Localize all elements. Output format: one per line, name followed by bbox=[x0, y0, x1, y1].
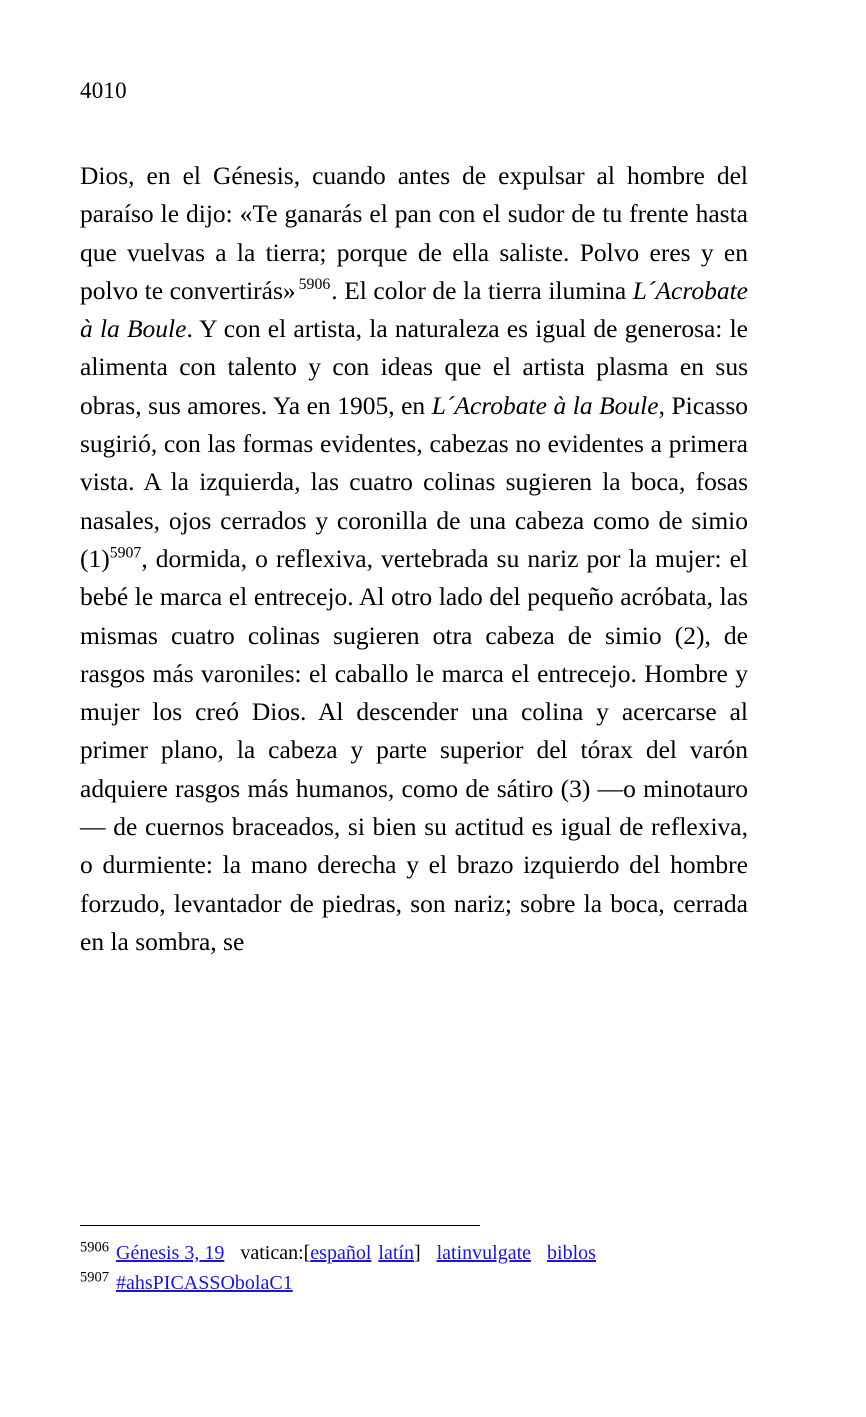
footnotes-area bbox=[80, 1238, 780, 1298]
footnote-link-genesis[interactable]: Génesis 3, 19 bbox=[116, 1242, 225, 1264]
footnote-text-bracket: ] bbox=[413, 1242, 421, 1264]
footnote-reference-5907[interactable]: 5907 bbox=[109, 544, 142, 562]
footnote-link-latin[interactable]: latín bbox=[378, 1242, 414, 1264]
footnote-number-5907: 5907 bbox=[80, 1269, 109, 1286]
footnote-separator-rule bbox=[80, 1225, 480, 1226]
footnote-link-ahspicassobolac1[interactable]: #ahsPICASSObolaC1 bbox=[116, 1272, 293, 1294]
title-italic-1: L´Acrobate à la Boule bbox=[80, 275, 748, 344]
footnote-link-biblos[interactable]: biblos bbox=[547, 1242, 596, 1264]
footnote-5906 bbox=[80, 1238, 780, 1268]
footnote-link-espanol[interactable]: español bbox=[310, 1242, 372, 1264]
footnote-reference-5906[interactable]: 5906 bbox=[298, 276, 331, 294]
text-segment-4: , Picasso sugirió, con las formas evidentes, cabezas no evidentes a primera vista. A la izquierda, las cuatro colinas sugieren la boca, fosas nasales, ojos cerrados y coronilla de una cabeza como de simio (1) bbox=[80, 390, 749, 573]
text-segment-2: . El color de la tierra ilumina bbox=[331, 275, 633, 305]
paragraph-main bbox=[80, 157, 748, 961]
title-italic-2: L´Acrobate à la Boule bbox=[431, 390, 659, 420]
footnote-link-latinvulgate[interactable]: latinvulgate bbox=[436, 1242, 532, 1264]
text-segment-3: . Y con el artista, la naturaleza es igual de generosa: le alimenta con talento y con ideas que el artista plasma en sus obras, sus amores. Ya en 1905, en bbox=[80, 314, 748, 420]
body-text bbox=[80, 157, 748, 961]
page-number: 4010 bbox=[80, 78, 127, 103]
footnote-number-5906: 5906 bbox=[80, 1239, 109, 1256]
footnote-5907 bbox=[80, 1268, 780, 1298]
text-segment-5: , dormida, o reflexiva, vertebrada su nariz por la mujer: el bebé le marca el entrecejo. Al otro lado del pequeño acróbata, las mismas cuatro colinas sugieren otra cabeza de simio (2), de rasgos más varoniles: el caballo le marca el entrecejo. Hombre y mujer los creó Dios. Al descender una colina y acercarse al primer plano, la cabeza y parte superior del tórax del varón adquiere rasgos más humanos, como de sátiro (3) —o minotauro— de cuernos braceados, si bien su actitud es igual de reflexiva, o durmiente: la mano derecha y el brazo izquierdo del hombre forzudo, levantador de piedras, son nariz; sobre la boca, cerrada en la sombra, se bbox=[80, 543, 748, 956]
footnote-text-vatican: vatican:[ bbox=[240, 1242, 311, 1264]
text-segment-1: Dios, en el Génesis, cuando antes de expulsar al hombre del paraíso le dijo: «Te ganarás el pan con el sudor de tu frente hasta que vuelvas a la tierra; porque de ella saliste. Polvo eres y en polvo te convertirás» bbox=[80, 161, 748, 305]
